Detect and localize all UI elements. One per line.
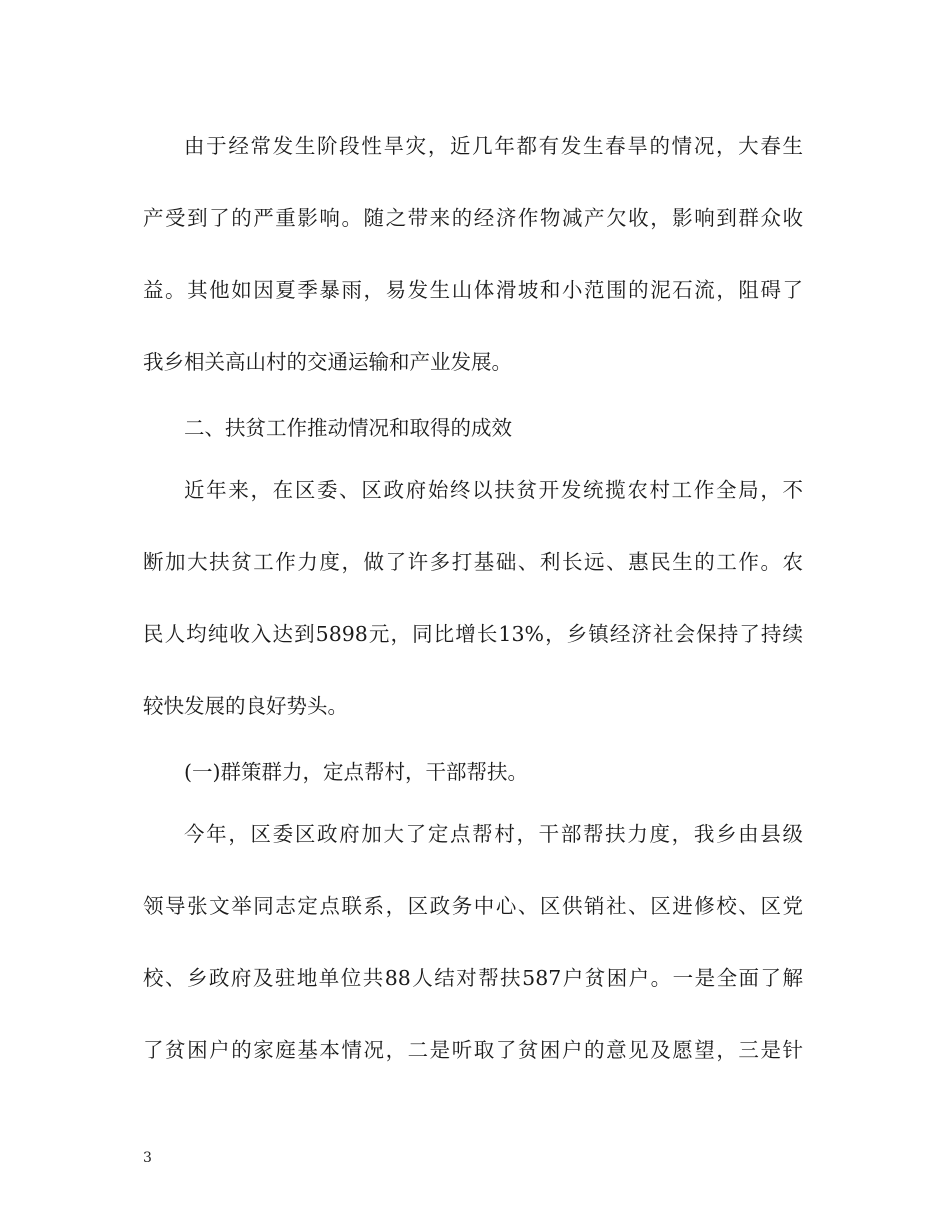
paragraph-line: 了贫困户的家庭基本情况，二是听取了贫困户的意见及愿望，三是针 [143,1038,803,1062]
document-body [143,120,803,1096]
paragraph-line: 领导张文举同志定点联系，区政务中心、区供销社、区进修校、区党 [143,894,803,918]
page-number: 3 [143,1150,152,1166]
paragraph-line: 断加大扶贫工作力度，做了许多打基础、利长远、惠民生的工作。农 [143,550,803,574]
paragraph-line: 由于经常发生阶段性旱灾，近几年都有发生春旱的情况，大春生 [184,134,803,158]
paragraph-line: 校、乡政府及驻地单位共88人结对帮扶587户贫困户。一是全面了解 [143,966,803,990]
paragraph-line: 今年，区委区政府加大了定点帮村，干部帮扶力度，我乡由县级 [184,822,803,846]
paragraph-line: 产受到了的严重影响。随之带来的经济作物减产欠收，影响到群众收 [143,206,803,230]
paragraph-line: 近年来，在区委、区政府始终以扶贫开发统揽农村工作全局，不 [184,478,803,502]
paragraph-line: 我乡相关高山村的交通运输和产业发展。 [143,350,512,374]
paragraph-line: 民人均纯收入达到5898元，同比增长13%，乡镇经济社会保持了持续 [143,622,803,646]
paragraph-line: 较快发展的良好势头。 [143,694,348,718]
paragraph-line: 益。其他如因夏季暴雨，易发生山体滑坡和小范围的泥石流，阻碍了 [143,278,803,302]
subsection-heading: (一)群策群力，定点帮村，干部帮扶。 [184,760,528,784]
section-heading: 二、扶贫工作推动情况和取得的成效 [184,416,512,440]
